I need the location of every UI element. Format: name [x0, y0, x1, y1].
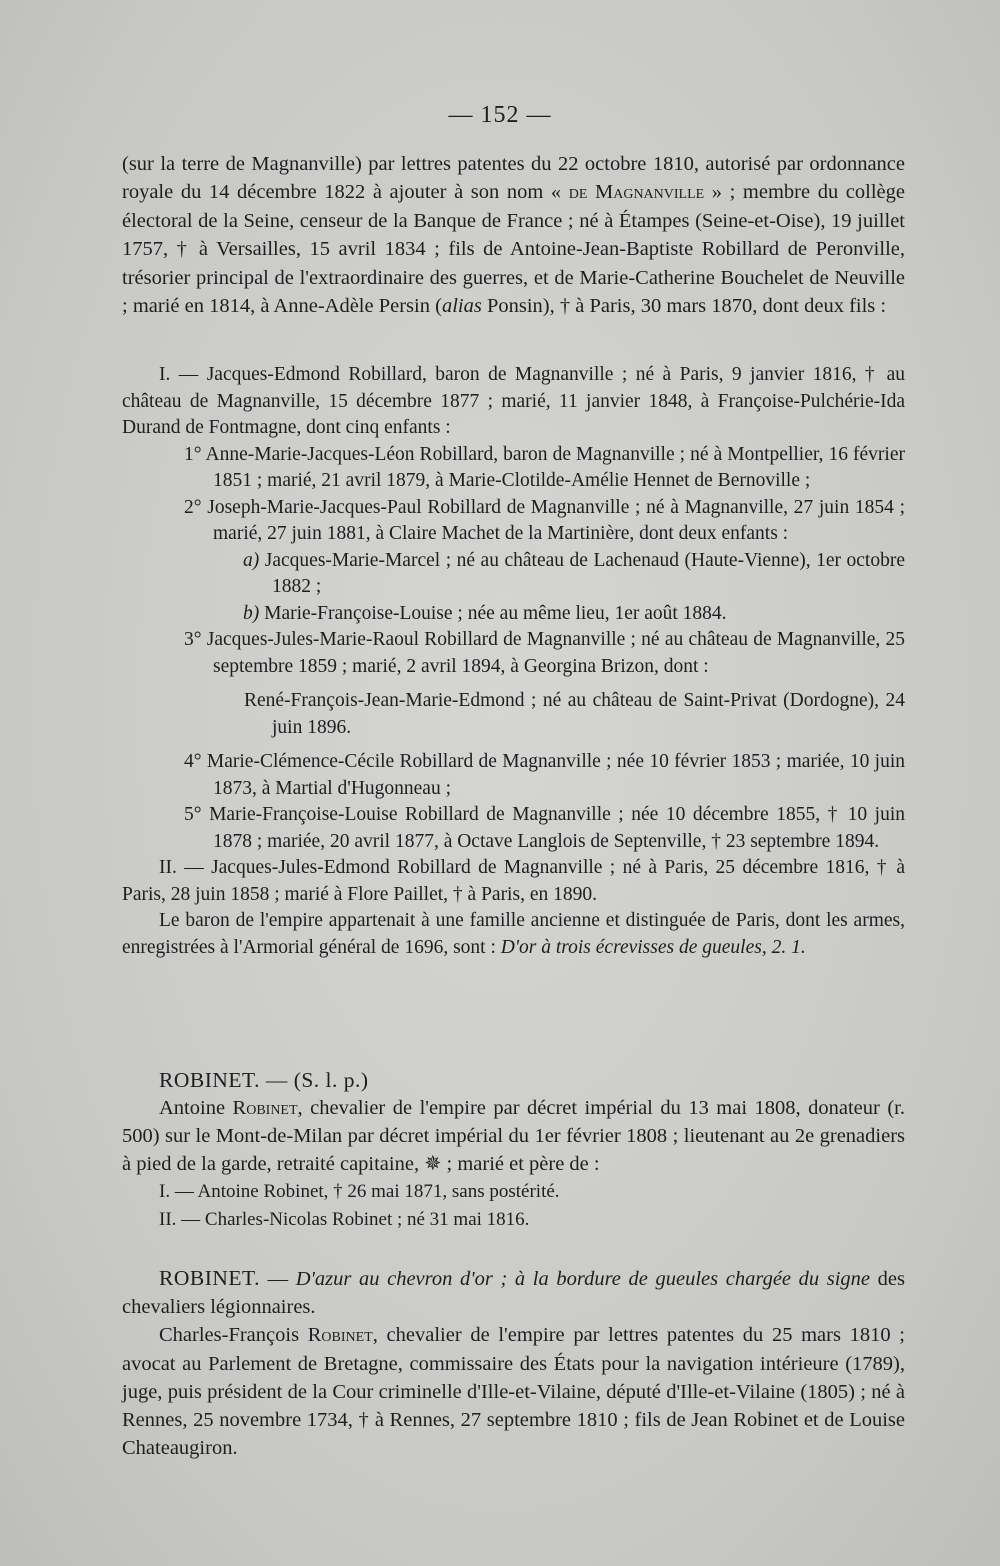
list-marker: a)	[243, 549, 260, 571]
section-heading	[122, 1264, 905, 1321]
text-run: des chevaliers légionnaires.	[122, 1268, 905, 1319]
child-entry-1: I. — Antoine Robinet, † 26 mai 1871, sans postérité.	[159, 1181, 560, 1202]
robinet-section-2	[122, 1264, 905, 1462]
child-entry-2: 2° Joseph-Marie-Jacques-Paul Robillard de Magnanville ; né à Magnanville, 27 juin 1854 ; marié, 27 juin 1881, à Claire Machet de la Martinière, dont deux enfants :	[184, 496, 905, 544]
paragraph-text	[122, 150, 905, 320]
italic-word: alias	[441, 295, 482, 318]
arms-paragraph	[122, 908, 905, 961]
grandchild-entry-a	[122, 548, 905, 601]
arms-blazon: D'azur au chevron d'or ; à la bordure de gueules chargée du signe	[295, 1268, 871, 1290]
text-run: (sur la terre de Magnanville) par lettres patentes du 22 octobre 1810, autorisé par ordonnance royale du 14 décembre 1822 à ajouter à son nom «	[122, 153, 905, 204]
child-entry-2: II. — Charles-Nicolas Robinet ; né 31 mai 1816.	[159, 1209, 530, 1230]
paragraph-text	[122, 1321, 905, 1462]
text-run: Ponsin), † à Paris, 30 mars 1870, dont deux fils :	[481, 295, 887, 318]
section-heading: ROBINET. — (S. l. p.)	[159, 1068, 369, 1092]
child-entry-5: 5° Marie-Françoise-Louise Robillard de Magnanville ; née 10 décembre 1855, † 10 juin 1878 ; mariée, 20 avril 1877, à Octave Langlois de Septenville, † 23 septembre 1894.	[184, 804, 905, 852]
spacer	[122, 741, 905, 749]
genealogy-list	[122, 362, 905, 961]
text-run: —	[259, 1268, 296, 1290]
son-entry-2: II. — Jacques-Jules-Edmond Robillard de Magnanville ; né à Paris, 25 décembre 1816, † à Paris, 28 juin 1858 ; marié à Flore Paillet, † à Paris, en 1890.	[122, 857, 905, 905]
text-run: Charles-François	[159, 1324, 308, 1347]
list-marker: b)	[243, 602, 260, 624]
paragraph-magnanville-origin	[122, 150, 905, 320]
grandchild-entry-rene: René-François-Jean-Marie-Edmond ; né au château de Saint-Privat (Dordogne), 24 juin 1896.	[244, 690, 905, 738]
child-entry-4: 4° Marie-Clémence-Cécile Robillard de Magnanville ; née 10 février 1853 ; mariée, 10 juin 1873, à Martial d'Hugonneau ;	[184, 751, 905, 799]
small-caps-name: Robinet	[307, 1324, 373, 1347]
paragraph-text	[122, 1094, 905, 1178]
child-entry-1: 1° Anne-Marie-Jacques-Léon Robillard, baron de Magnanville ; né à Montpellier, 16 février 1851 ; marié, 21 avril 1879, à Marie-Clotilde-Amélie Hennet de Bernoville ;	[184, 443, 905, 491]
spacer	[122, 680, 905, 688]
arms-blazon: D'or à trois écrevisses de gueules, 2. 1.	[500, 936, 806, 958]
text-run: , chevalier de l'empire par décret impérial du 13 mai 1808, donateur (r. 500) sur le Mont-de-Milan par décret impérial du 1er février 1808 ; lieutenant au 2e grenadiers à pied de la garde, retraité capitaine, ✵ ; marié et père de :	[122, 1097, 905, 1175]
small-caps-name: Robinet	[232, 1097, 298, 1119]
robinet-section-1	[122, 1066, 905, 1234]
text-run: Jacques-Marie-Marcel ; né au château de Lachenaud (Haute-Vienne), 1er octobre 1882 ;	[259, 549, 905, 597]
small-caps-name: de Magnanville	[568, 181, 705, 204]
text-run: » ; membre du collège électoral de la Seine, censeur de la Banque de France ; né à Étampes (Seine-et-Oise), 19 juillet 1757, † à Versailles, 15 avril 1834 ; fils de Antoine-Jean-Baptiste Robillard de Peronville, trésorier principal de l'extraordinaire des guerres, et de Marie-Catherine Bouchelet de Neuville ; marié en 1814, à Anne-Adèle Persin (	[122, 181, 905, 318]
grandchild-entry-b	[122, 601, 905, 628]
text-run: , chevalier de l'empire par lettres patentes du 25 mars 1810 ; avocat au Parlement de Bretagne, commissaire des États pour la navigation intérieure (1789), juge, puis président de la Cour criminelle d'Ille-et-Vilaine, député d'Ille-et-Vilaine (1805) ; né à Rennes, 25 novembre 1734, † à Rennes, 27 septembre 1810 ; fils de Jean Robinet et de Louise Chateaugiron.	[122, 1324, 906, 1460]
text-run: Marie-Françoise-Louise ; née au même lieu, 1er août 1884.	[259, 602, 727, 624]
son-entry-1: I. — Jacques-Edmond Robillard, baron de Magnanville ; né à Paris, 9 janvier 1816, † au château de Magnanville, 15 décembre 1877 ; marié, 11 janvier 1848, à Françoise-Pulchérie-Ida Durand de Fontmagne, dont cinq enfants :	[122, 364, 905, 438]
page-number: — 152 —	[448, 102, 552, 128]
text-run: Le baron de l'empire appartenait à une famille ancienne et distinguée de Paris, dont les armes, enregistrées à l'Armorial général de 1696, sont :	[122, 910, 905, 958]
text-run: Antoine	[159, 1097, 233, 1119]
heading-name: ROBINET.	[159, 1266, 260, 1290]
child-entry-3: 3° Jacques-Jules-Marie-Raoul Robillard de Magnanville ; né au château de Magnanville, 25 septembre 1859 ; marié, 2 avril 1894, à Georgina Brizon, dont :	[184, 629, 905, 677]
